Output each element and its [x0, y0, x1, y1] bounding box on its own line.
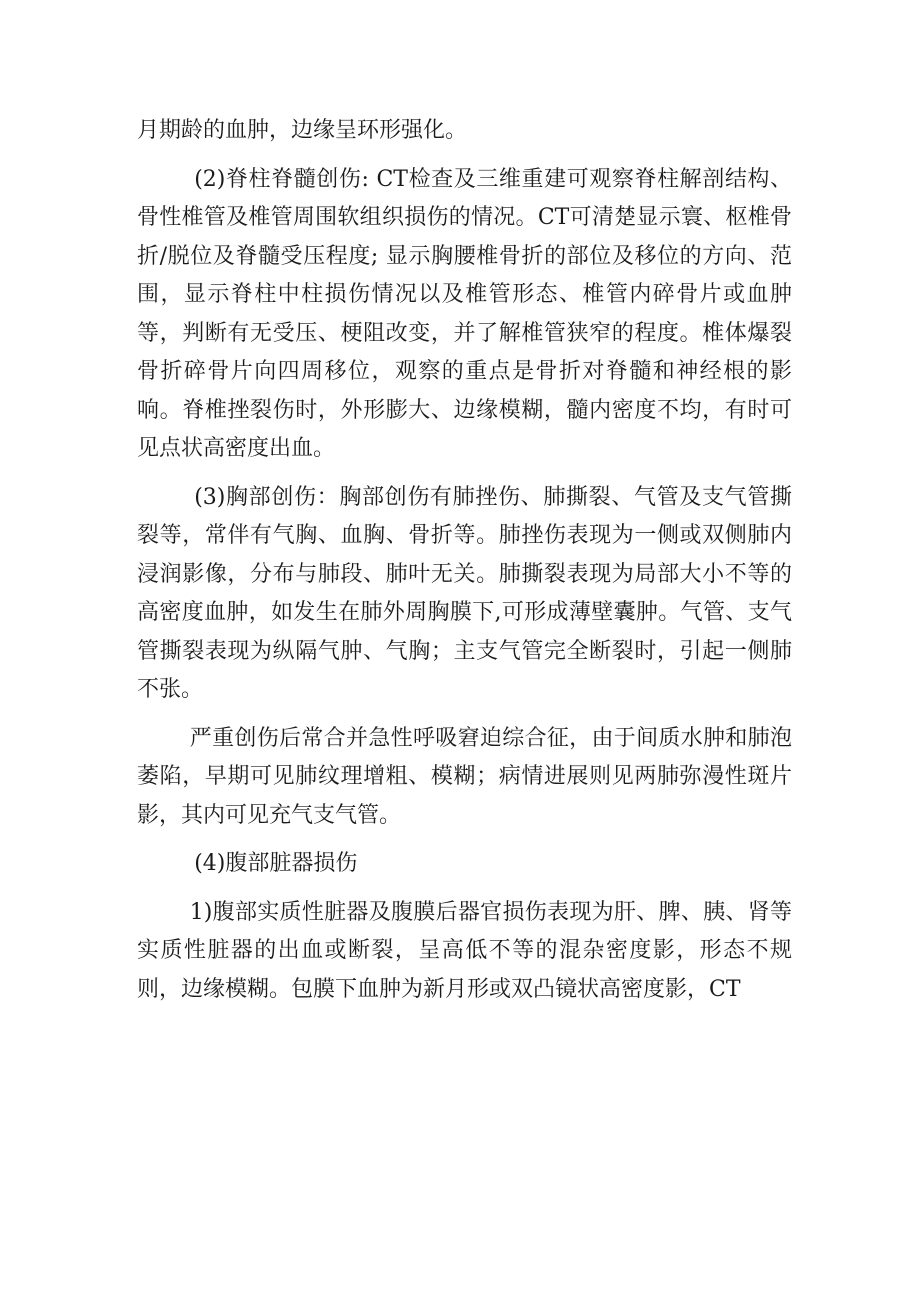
- paragraph-hematoma-continuation: 月期龄的血肿，边缘呈环形强化。: [137, 118, 468, 143]
- paragraph-chest-trauma: (3)胸部创伤：胸部创伤有肺挫伤、肺撕裂、气管及支气管撕裂等，常伴有气胸、血胸、骨折等。肺挫伤表现为一侧或双侧肺内浸润影像，分布与肺段、肺叶无关。肺撕裂表现为局部大小不等的高密度血肿，如发生在肺外周胸膜下,可形成薄壁囊肿。气管、支气管撕裂表现为纵隔气肿、气胸；主支气管完全断裂时，引起一侧肺不张。: [137, 484, 792, 702]
- heading-abdominal-injury: (4)腹部脏器损伤: [194, 851, 358, 876]
- paragraph-spine-trauma: (2)脊柱脊髓创伤: CT检查及三维重建可观察脊柱解剖结构、骨性椎管及椎管周围软组织损伤的情况。CT可清楚显示寰、枢椎骨折/脱位及脊髓受压程度; 显示胸腰椎骨折的部位及移位的方向、范围，显示脊柱中柱损伤情况以及椎管形态、椎管内碎骨片或血肿等，判断有无受压、梗阻改变，并了解椎管狭窄的程度。椎体爆裂骨折碎骨片向四周移位，观察的重点是骨折对脊髓和神经根的影响。脊椎挫裂伤时，外形膨大、边缘模糊，髓内密度不均，有时可见点状高密度出血。: [137, 166, 792, 461]
- body-text: [137, 112, 792, 1009]
- paragraph-solid-organ-injury: 1)腹部实质性脏器及腹膜后器官损伤表现为肝、脾、胰、肾等实质性脏器的出血或断裂，呈高低不等的混杂密度影，形态不规则，边缘模糊。包膜下血肿为新月形或双凸镜状高密度影，CT: [137, 899, 792, 1002]
- paragraph-ards: 严重创伤后常合并急性呼吸窘迫综合征，由于间质水肿和肺泡萎陷，早期可见肺纹理增粗、模糊；病情进展则见两肺弥漫性斑片影，其内可见充气支气管。: [137, 725, 792, 828]
